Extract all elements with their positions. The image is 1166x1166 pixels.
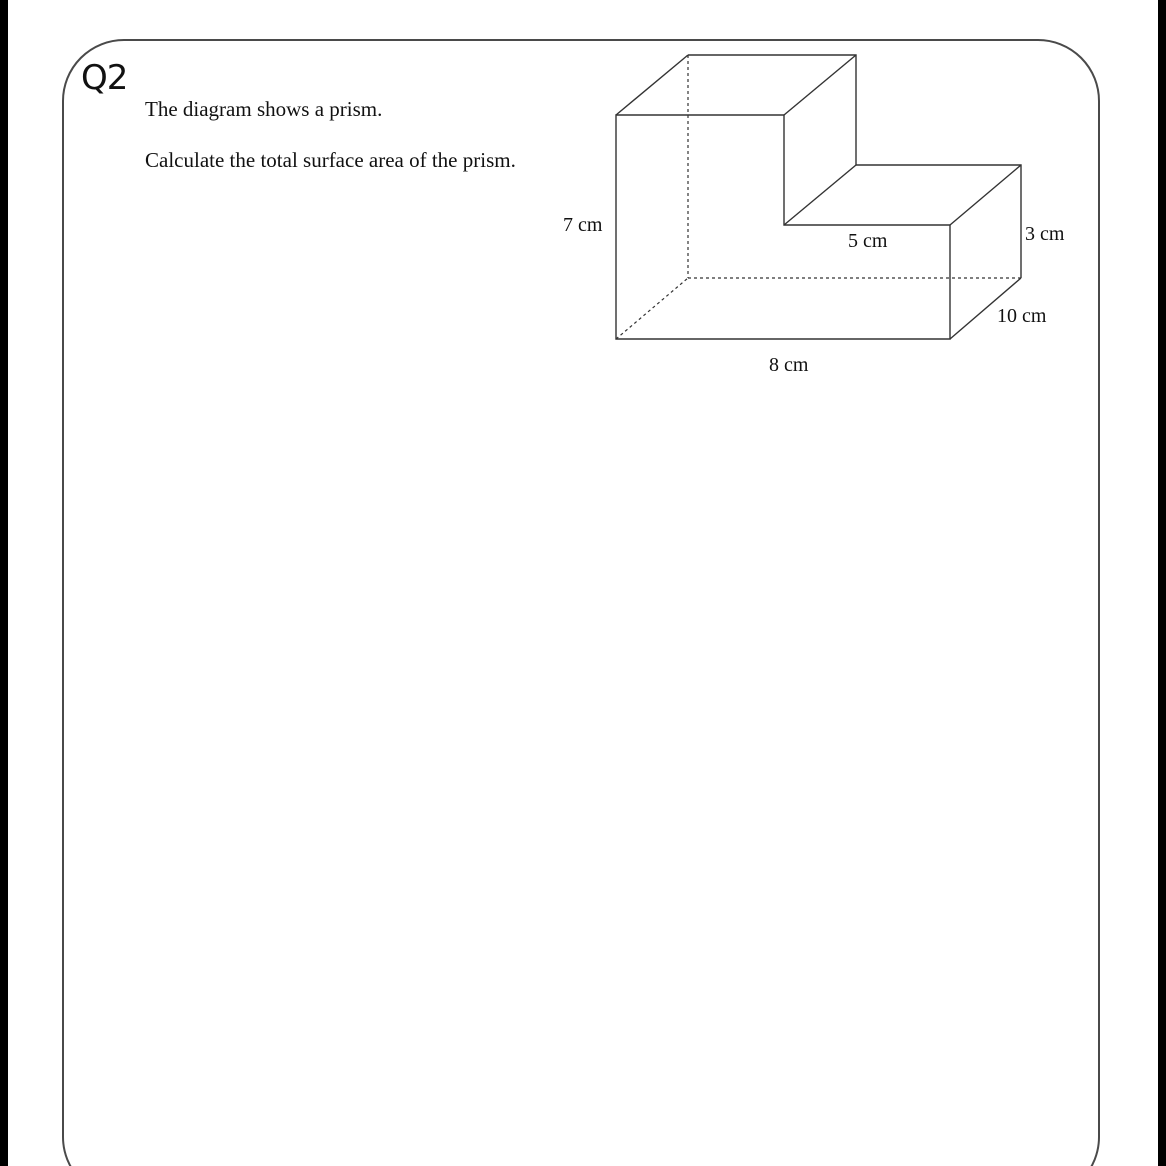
prism-visible-edges [616,55,1021,339]
question-number: Q2 [81,58,128,98]
front-face [616,115,950,339]
question-statement: The diagram shows a prism. [145,97,383,121]
receding-edge [950,165,1021,225]
label-base-width: 8 cm [769,354,809,376]
label-step-width: 5 cm [848,230,888,252]
hidden-edge [616,278,688,339]
receding-edge [616,55,688,115]
receding-edge [784,165,856,225]
label-depth: 10 cm [997,305,1047,327]
label-height: 7 cm [563,214,603,236]
label-step-height: 3 cm [1025,223,1065,245]
receding-edge [784,55,856,115]
question-task: Calculate the total surface area of the prism. [145,148,516,172]
